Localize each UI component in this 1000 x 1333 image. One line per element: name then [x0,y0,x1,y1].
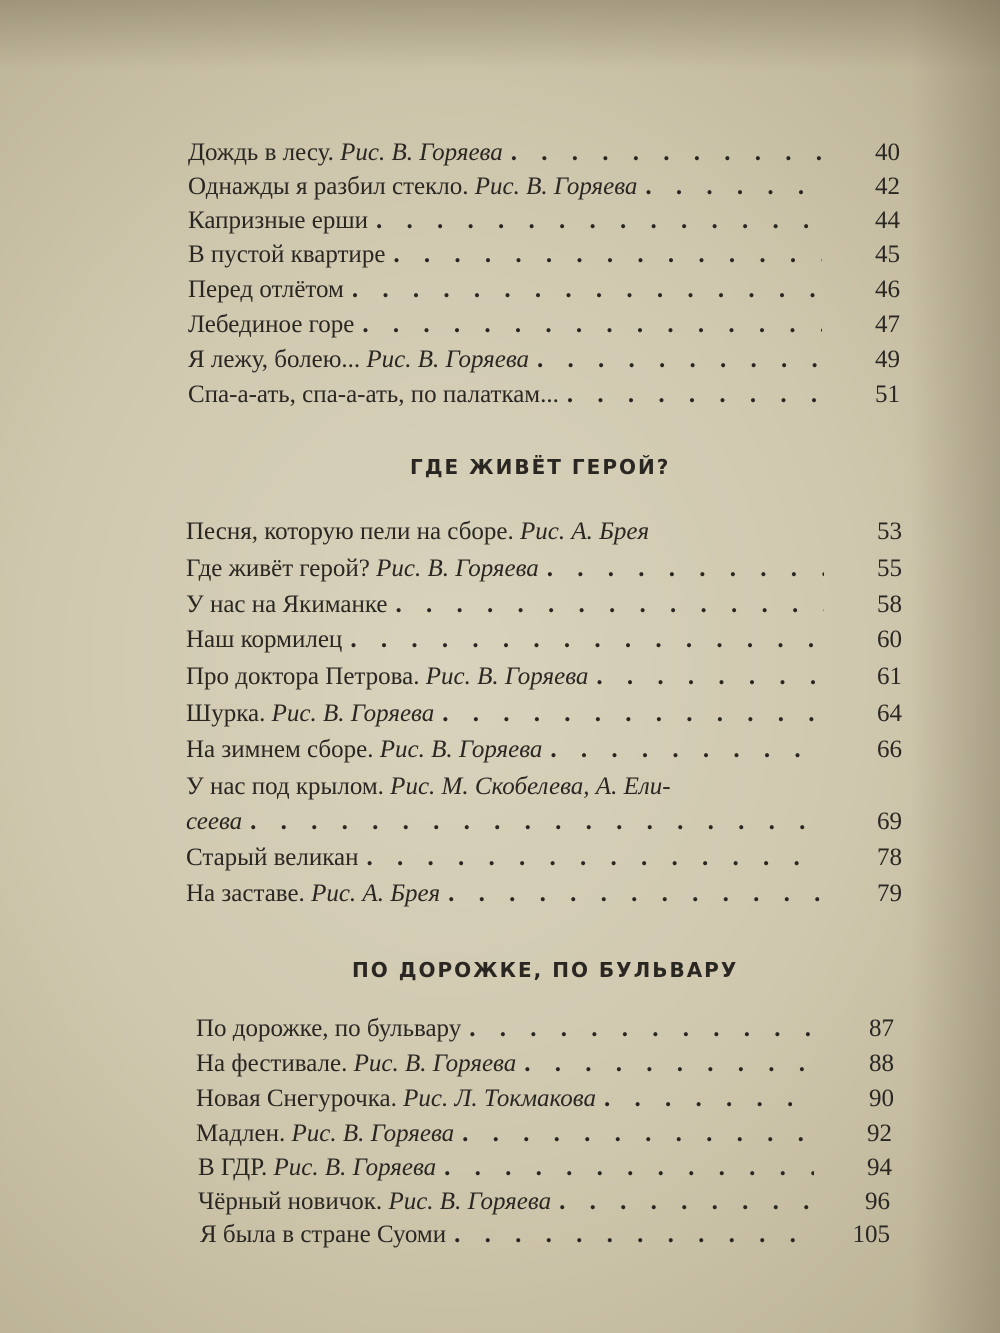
leader-dots [645,170,822,204]
entry-title: На заставе. [186,880,305,907]
entry-credit: сеева [186,808,243,835]
entry-credit: Рис. В. Горяева [291,1120,455,1147]
entry-page-number: 88 [869,1050,894,1077]
entry-page-number: 90 [869,1085,894,1112]
entry-credit: Рис. М. Скобелева, А. Ели- [390,773,671,800]
entry-page-number: 105 [852,1221,890,1248]
leader-dots [448,877,824,911]
leader-dots [524,1047,816,1081]
entry-page-number: 96 [865,1188,890,1215]
entry-title: Чёрный новичок. [198,1188,383,1215]
entry-title: По дорожке, по бульвару [196,1015,462,1042]
entry-title: На зимнем сборе. [186,736,374,763]
toc-entry [188,308,900,342]
entry-page-number: 58 [877,591,902,618]
entry-page-number: 94 [867,1154,892,1181]
entry-title: Мадлен. [196,1120,286,1147]
entry-title: В пустой квартире [188,241,386,268]
leader-dots [442,697,824,731]
entry-title: На фестивале. [196,1050,348,1077]
entry-page-number: 78 [877,844,902,871]
entry-title: Где живёт герой? [186,555,370,582]
leader-dots [537,343,822,377]
entry-credit: Рис. В. Горяева [425,663,589,690]
section-heading: ПО ДОРОЖКЕ, ПО БУЛЬВАРУ [352,958,739,982]
entry-page-number: 66 [877,736,902,763]
entry-title: Песня, которую пели на сборе. [186,518,514,545]
toc-entry [188,378,900,412]
entry-page-number: 92 [867,1120,892,1147]
entry-credit: Рис. В. Горяева [388,1188,552,1215]
toc-entry [188,343,900,377]
leader-dots [511,136,822,170]
entry-title: В ГДР. [198,1154,268,1181]
toc-entry [186,660,902,694]
entry-title: Перед отлётом [188,276,344,303]
toc-entry [186,733,902,767]
toc-entry [186,515,902,549]
entry-page-number: 60 [877,626,902,653]
entry-title: Наш кормилец [186,626,343,653]
entry-credit: Рис. В. Горяева [379,736,543,763]
leader-dots [352,273,822,307]
leader-dots [559,1185,812,1219]
toc-entry [196,1082,894,1116]
entry-credit: Рис. В. Горяева [273,1154,437,1181]
entry-page-number: 53 [877,518,902,545]
entry-page-number: 44 [875,207,900,234]
toc-entry-continuation [186,805,902,839]
entry-page-number: 47 [875,311,900,338]
leader-dots [454,1218,812,1252]
toc-entry [196,1047,894,1081]
toc-entry [186,877,902,911]
entry-title: Шурка. [186,700,266,727]
entry-credit: Рис. А. Брея [311,880,441,907]
leader-dots [462,1117,814,1151]
entry-credit: Рис. А. Брея [520,518,650,545]
toc-entry [198,1151,892,1185]
leader-dots [604,1082,816,1116]
leader-dots [350,623,824,657]
entry-credit: Рис. В. Горяева [474,173,638,200]
entry-page-number: 42 [875,173,900,200]
leader-dots [376,204,822,238]
entry-credit: Рис. В. Горяева [271,700,435,727]
entry-page-number: 49 [875,346,900,373]
entry-credit: Рис. В. Горяева [366,346,530,373]
toc-entry [196,1117,892,1151]
toc-entry [200,1218,890,1252]
leader-dots [550,733,824,767]
toc-entry [186,623,902,657]
entry-page-number: 79 [877,880,902,907]
toc-entry [188,238,900,272]
entry-page-number: 87 [869,1015,894,1042]
entry-title: Я была в стране Суоми [200,1221,447,1248]
entry-credit: Рис. В. Горяева [376,555,539,582]
leader-dots [567,378,822,412]
entry-page-number: 45 [875,241,900,268]
leader-dots [362,308,822,342]
toc-entry [186,552,902,586]
leader-dots [469,1012,816,1046]
entry-page-number: 64 [877,700,902,727]
leader-dots [393,238,822,272]
entry-page-number: 55 [877,555,902,582]
entry-credit: Рис. В. Горяева [353,1050,517,1077]
entry-page-number: 51 [875,381,900,408]
entry-page-number: 46 [875,276,900,303]
toc-entry [186,588,902,622]
entry-title: Старый великан [186,844,359,871]
entry-title: Про доктора Петрова. [186,663,420,690]
entry-title: Я лежу, болею... [188,346,361,373]
entry-title: Новая Снегурочка. [196,1085,397,1112]
entry-title: У нас на Якиманке [186,591,388,618]
entry-title: Капризные ерши [188,207,368,234]
entry-title: Однажды я разбил стекло. [188,173,469,200]
leader-dots [444,1151,814,1185]
toc-entry [186,697,902,731]
leader-dots [366,841,824,875]
entry-page-number: 61 [877,663,902,690]
entry-title: Дождь в лесу. [188,139,334,166]
toc-entry [196,1012,894,1046]
toc-entry [186,841,902,875]
toc-entry [198,1185,890,1219]
toc-entry [188,170,900,204]
toc-entry [186,770,832,804]
entry-credit: Рис. В. Горяева [340,139,503,166]
leader-dots [547,552,824,586]
entry-title: У нас под крылом. [186,773,384,800]
toc-entry [188,204,900,238]
section-heading: ГДЕ ЖИВЁТ ГЕРОЙ? [410,455,671,479]
toc-entry [188,273,900,307]
entry-page-number: 40 [875,139,900,166]
entry-credit: Рис. Л. Токмакова [403,1085,596,1112]
toc-entry [188,136,900,170]
leader-dots [596,660,824,694]
entry-title: Лебединое горе [188,311,355,338]
leader-dots [250,805,824,839]
entry-page-number: 69 [877,808,902,835]
entry-title: Спа-а-ать, спа-а-ать, по палаткам... [188,381,559,408]
leader-dots [395,588,824,622]
